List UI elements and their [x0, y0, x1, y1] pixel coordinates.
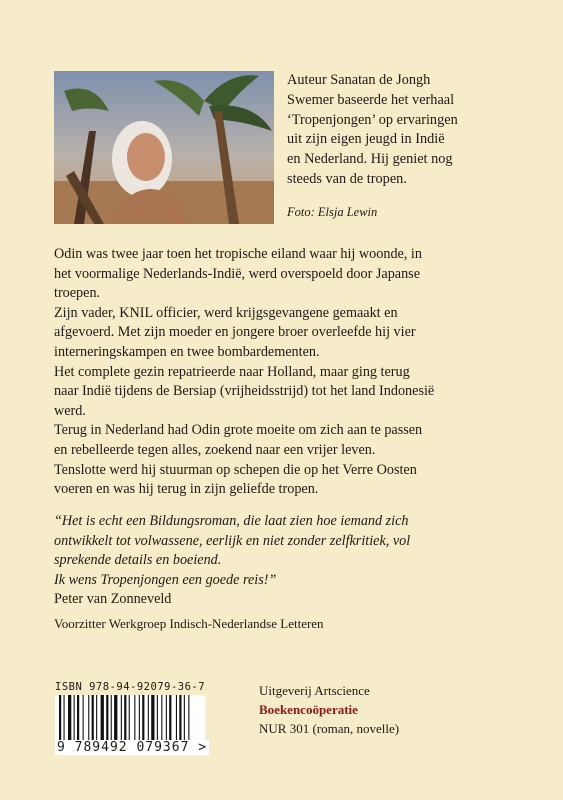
synopsis-line: voeren en was hij terug in zijn geliefde tropen. [54, 481, 319, 498]
synopsis-line: werd. [54, 402, 86, 419]
author-photo [54, 71, 274, 224]
isbn-label: ISBN 978-94-92079-36-7 [55, 681, 206, 693]
synopsis-line: Odin was twee jaar toen het tropische eiland waar hij woonde, in [54, 246, 422, 262]
synopsis-line: het voormalige Nederlands-Indië, werd overspoeld door Japanse [54, 265, 420, 282]
synopsis-line: en rebelleerde tegen alles, zoekend naar een vrijer leven. [54, 441, 376, 458]
synopsis-line: afgevoerd. Met zijn moeder en jongere broer overleefde hij vier [54, 324, 416, 341]
photo-credit: Foto: Elsja Lewin [287, 205, 378, 219]
author-blurb-line: uit zijn eigen jeugd in Indië [287, 131, 445, 148]
publisher-name: Uitgeverij Artscience [259, 683, 370, 698]
quote-line: sprekende details en boeiend. [54, 552, 222, 569]
synopsis [54, 245, 514, 500]
quote-author: Peter van Zonneveld [54, 591, 172, 608]
barcode-digits: 9 789492 079367 > [57, 740, 208, 755]
publisher-info [259, 681, 399, 738]
review-quote [54, 512, 524, 634]
quote-line: Ik wens Tropenjongen een goede reis!” [54, 571, 277, 588]
synopsis-line: interneringskampen en twee bombardementen. [54, 343, 320, 360]
barcode [55, 695, 205, 745]
synopsis-line: naar Indië tijdens de Bersiap (vrijheidsstrijd) tot het land Indonesië [54, 383, 435, 400]
author-blurb-line: en Nederland. Hij geniet nog [287, 151, 453, 168]
synopsis-line: Zijn vader, KNIL officier, werd krijgsgevangene gemaakt en [54, 304, 398, 321]
publisher-brand: Boekencoöperatie [259, 702, 358, 717]
synopsis-line: Terug in Nederland had Odin grote moeite om zich aan te passen [54, 422, 423, 439]
quote-author-role: Voorzitter Werkgroep Indisch-Nederlandse Letteren [54, 615, 324, 631]
nur-code: NUR 301 (roman, novelle) [259, 721, 400, 736]
author-blurb-line: steeds van de tropen. [287, 170, 407, 187]
author-blurb-line: ‘Tropenjongen’ op ervaringen [287, 111, 458, 128]
quote-line: ontwikkelt tot volwassene, eerlijk en niet zonder zelfkritiek, vol [54, 532, 411, 549]
author-blurb-line: Auteur Sanatan de Jongh [287, 72, 431, 88]
synopsis-line: Tenslotte werd hij stuurman op schepen die op het Verre Oosten [54, 461, 417, 478]
author-blurb-line: Swemer baseerde het verhaal [287, 91, 455, 108]
synopsis-line: Het complete gezin repatrieerde naar Holland, maar ging terug [54, 363, 410, 380]
synopsis-line: troepen. [54, 285, 101, 302]
author-blurb [287, 71, 537, 190]
quote-line: “Het is echt een Bildungsroman, die laat zien hoe iemand zich [54, 513, 409, 529]
